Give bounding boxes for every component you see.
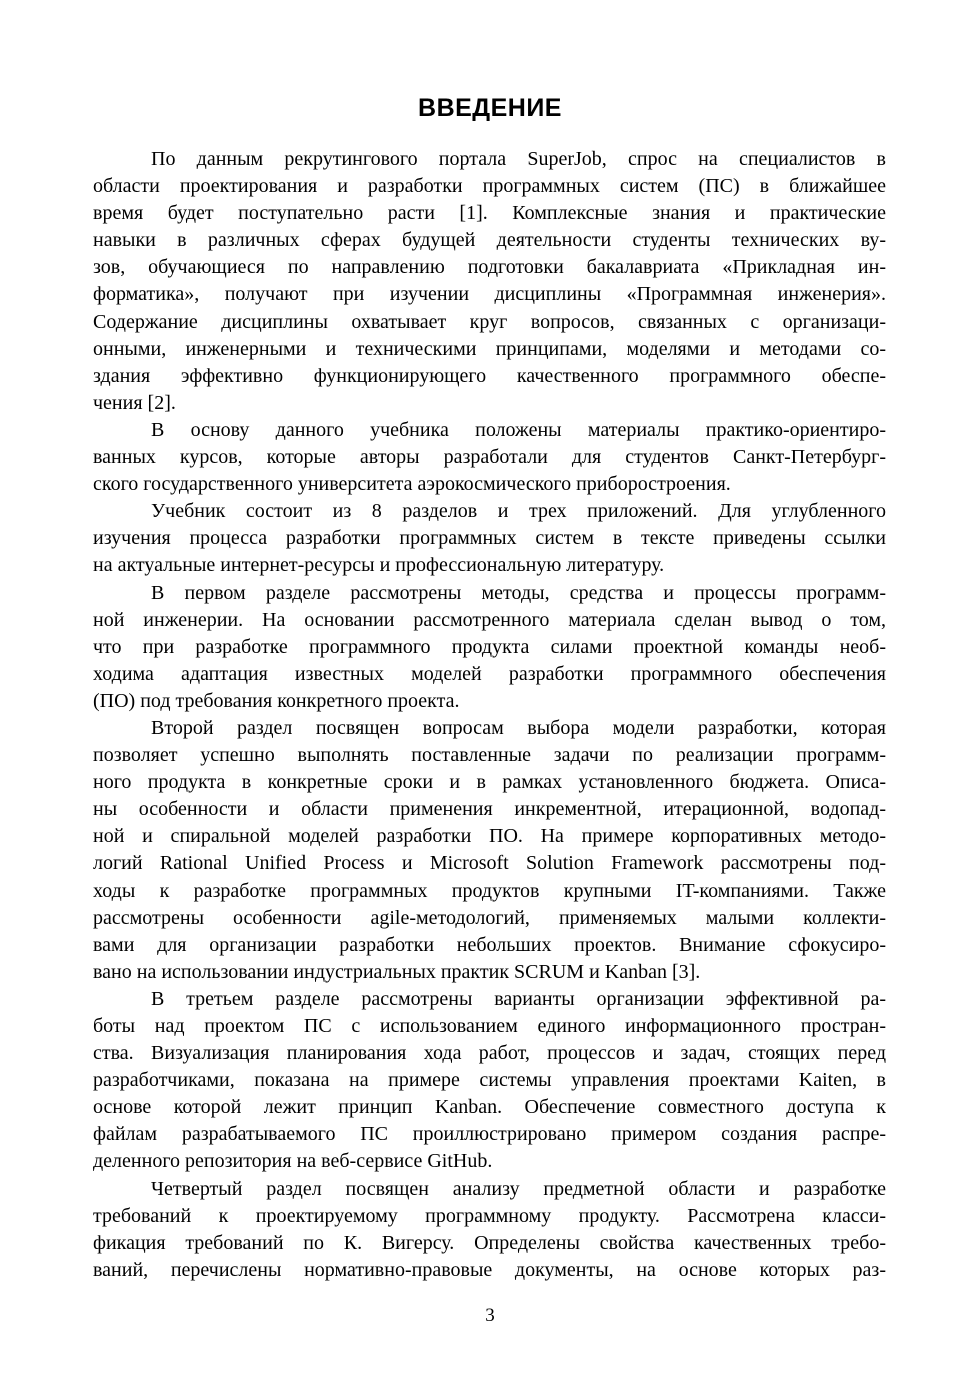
text-line: ной инженерии. На основании рассмотренного материала сделан вывод о том,	[93, 608, 886, 631]
text-line: области проектирования и разработки программных систем (ПС) в ближайшее	[93, 175, 886, 198]
text-line: файлам разрабатываемого ПС проиллюстрировано примером создания распре-	[93, 1123, 886, 1146]
text-line: форматика», получают при изучении дисциплины «Программная инженерия».	[93, 283, 886, 306]
page-title: ВВЕДЕНИЕ	[418, 94, 562, 122]
text-line: на актуальные интернет-ресурсы и профессиональную литературу.	[93, 554, 665, 577]
paragraph	[93, 715, 886, 986]
text-line: основе которой лежит принцип Kanban. Обеспечение совместного доступа к	[93, 1096, 886, 1119]
paragraph	[93, 417, 886, 498]
text-line: навыки в различных сферах будущей деятельности студенты технических ву-	[93, 229, 886, 252]
text-line: Второй раздел посвящен вопросам выбора модели разработки, которая	[151, 716, 886, 739]
text-line: разработчиками, показана на примере системы управления проектами Kaiten, в	[93, 1069, 886, 1092]
text-line: вами для организации разработки небольших проектов. Внимание сфокусиро-	[93, 933, 886, 956]
text-line: ваний, перечислены нормативно-правовые документы, на основе которых раз-	[93, 1258, 886, 1281]
text-line: время будет поступательно расти [1]. Комплексные знания и практические	[93, 202, 886, 225]
text-line: вано на использовании индустриальных практик SCRUM и Kanban [3].	[93, 960, 701, 983]
paragraph	[93, 498, 886, 579]
text-line: деленного репозитория на веб-сервисе GitHub.	[93, 1150, 493, 1173]
text-line: требований к проектируемому программному продукту. Рассмотрена класси-	[93, 1204, 886, 1227]
text-line: изучения процесса разработки программных систем в тексте приведены ссылки	[93, 527, 886, 550]
text-line: здания эффективно функционирующего качественного программного обеспе-	[93, 364, 886, 387]
text-line: ства. Визуализация планирования хода работ, процессов и задач, стоящих перед	[93, 1042, 886, 1065]
text-line: По данным рекрутингового портала SuperJob, спрос на специалистов в	[151, 148, 886, 170]
text-line: рассмотрены особенности agile-методологий, применяемых малыми коллекти-	[93, 906, 886, 929]
text-line: В первом разделе рассмотрены методы, средства и процессы программ-	[151, 581, 886, 604]
paragraph	[93, 1176, 886, 1284]
text-line: ванных курсов, которые авторы разработали для студентов Санкт-Петербург-	[93, 446, 886, 469]
paragraph	[93, 580, 886, 715]
text-line: боты над проектом ПС с использованием единого информационного простран-	[93, 1015, 886, 1037]
text-line: позволяет успешно выполнять поставленные задачи по реализации программ-	[93, 744, 886, 767]
text-line: Четвертый раздел посвящен анализу предметной области и разработке	[151, 1177, 886, 1200]
text-line: ходы к разработке программных продуктов крупными IT-компаниями. Также	[93, 879, 886, 902]
text-line: что при разработке программного продукта силами проектной команды необ-	[93, 635, 886, 658]
text-line: ны особенности и области применения инкрементной, итерационной, водопад-	[93, 798, 886, 821]
text-line: логий Rational Unified Process и Microsoft Solution Framework рассмотрены под-	[93, 852, 886, 875]
text-line: В третьем разделе рассмотрены варианты организации эффективной ра-	[151, 987, 886, 1010]
text-line: фикация требований по К. Вигерсу. Определены свойства качественных требо-	[93, 1231, 886, 1254]
text-line: (ПО) под требования конкретного проекта.	[93, 689, 460, 712]
body-text	[93, 146, 886, 1284]
text-line: ной и спиральной моделей разработки ПО. На примере корпоративных методо-	[93, 825, 886, 848]
text-line: Содержание дисциплины охватывает круг вопросов, связанных с организаци-	[93, 310, 886, 333]
page-number: 3	[485, 1305, 495, 1326]
text-line: чения [2].	[93, 391, 176, 414]
text-line: ного продукта в конкретные сроки и в рамках установленного бюджета. Описа-	[93, 771, 886, 794]
text-line: онными, инженерными и техническими принципами, моделями и методами со-	[93, 337, 886, 360]
text-line: Учебник состоит из 8 разделов и трех приложений. Для углубленного	[151, 500, 886, 523]
text-line: зов, обучающиеся по направлению подготовки бакалавриата «Прикладная ин-	[93, 256, 886, 279]
paragraph	[93, 986, 886, 1176]
text-line: ходима адаптация известных моделей разработки программного обеспечения	[93, 662, 886, 685]
text-line: ского государственного университета аэрокосмического приборостроения.	[93, 473, 731, 496]
text-line: В основу данного учебника положены материалы практико-ориентиро-	[151, 418, 886, 441]
paragraph	[93, 146, 886, 417]
